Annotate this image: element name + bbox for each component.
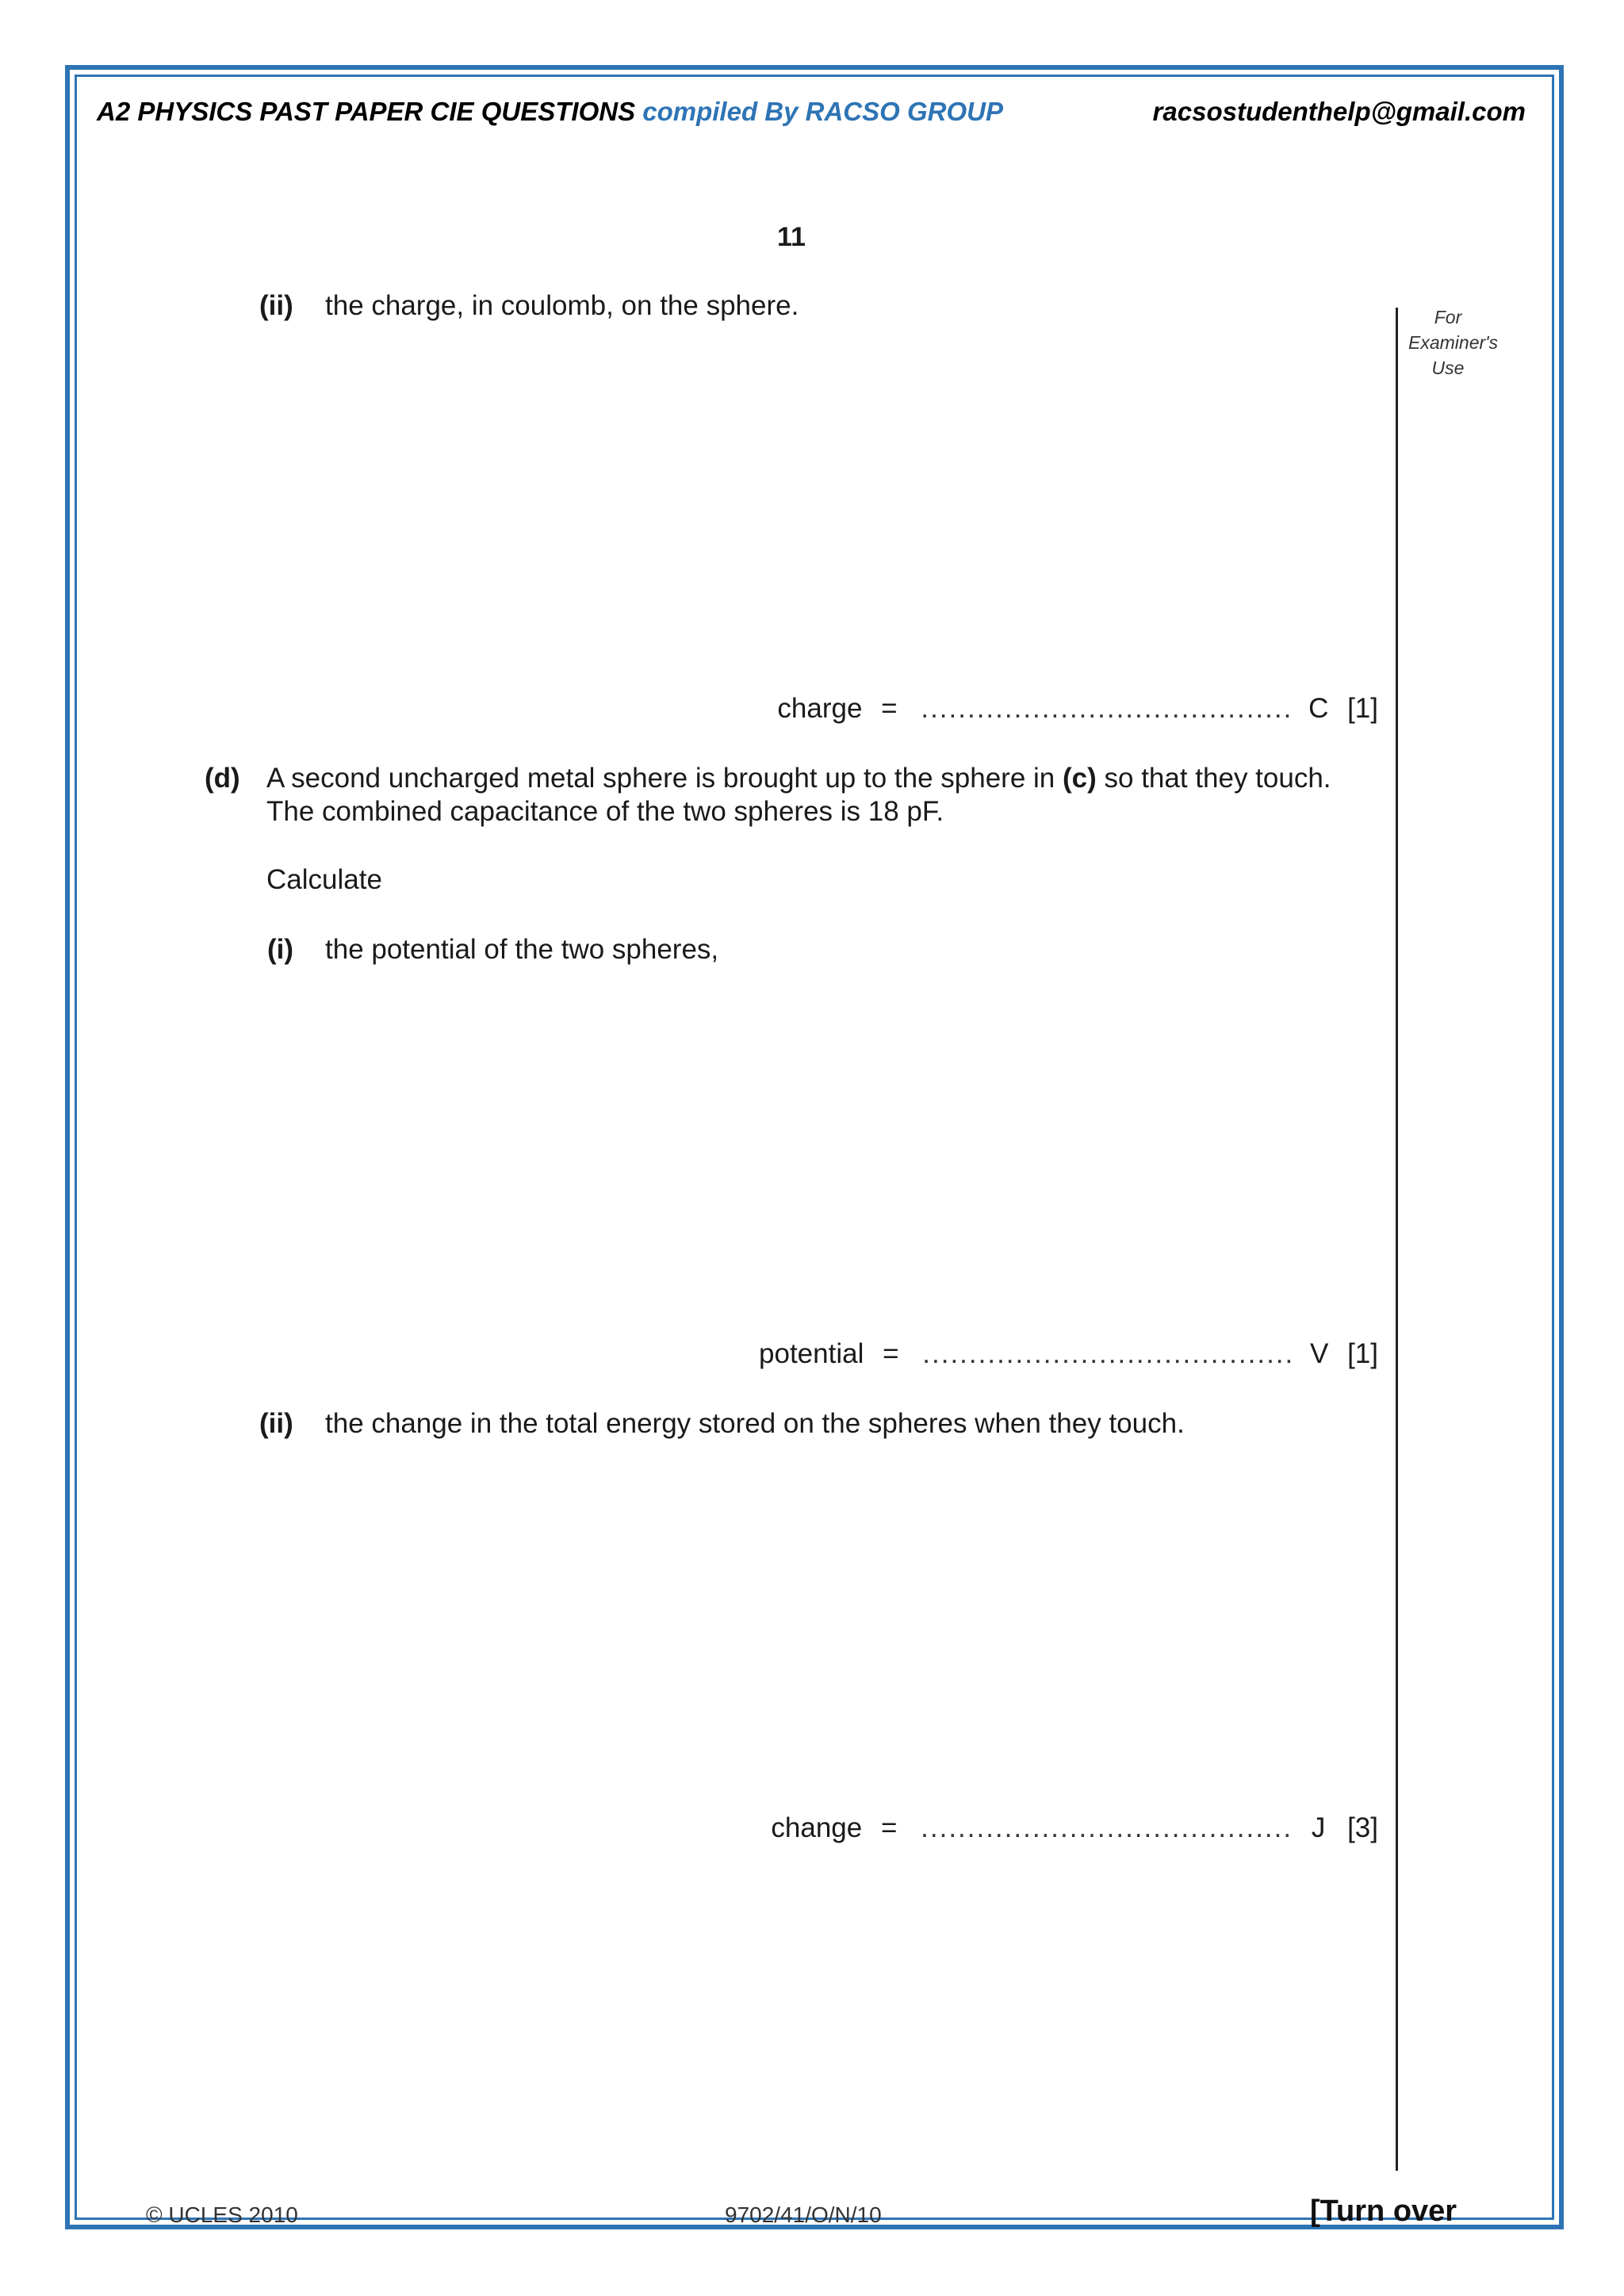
potential-equals: = [883,1338,899,1369]
potential-answer-field[interactable]: ........................................ [922,1338,1295,1369]
potential-unit: V [1309,1338,1329,1369]
part-d-i-label: (i) [267,934,294,965]
footer-turn-over: [Turn over [1310,2195,1457,2228]
part-d-line-1 [266,763,1331,794]
charge-marks: [1] [1347,693,1378,724]
examiner-line-1: For [1434,307,1462,327]
charge-answer-field[interactable]: ........................................ [921,693,1293,724]
charge-answer-line [777,693,1378,725]
charge-label: charge [777,693,863,724]
change-equals: = [880,1812,898,1843]
part-d-line-1-a: A second uncharged metal sphere is brought up to the sphere in [266,763,1063,794]
change-answer-line [771,1812,1378,1844]
part-d-ii-text: the change in the total energy stored on the spheres when they touch. [325,1408,1185,1439]
change-answer-field[interactable]: ........................................ [921,1812,1293,1843]
footer-copyright: © UCLES 2010 [146,2202,298,2227]
page-border-inner [75,75,1554,2220]
part-d-line-2: The combined capacitance of the two spheres is 18 pF. [266,796,944,827]
charge-equals: = [881,693,898,724]
footer-paper-code: 9702/41/O/N/10 [725,2202,882,2227]
part-d-line-1-c: so that they touch. [1096,763,1331,794]
part-d-ii-label: (ii) [259,1408,293,1439]
change-label: change [771,1812,863,1843]
potential-answer-line [759,1338,1378,1370]
header-title-prefix: A2 PHYSICS PAST PAPER CIE QUESTIONS [97,97,636,126]
examiner-line-2: Examiner's [1408,332,1499,353]
part-d-line-1-ref: (c) [1063,763,1097,794]
examiner-use-label [1408,304,1499,381]
charge-unit: C [1308,693,1329,724]
examiner-margin-line [1396,308,1398,2171]
part-d-instruction: Calculate [266,864,382,895]
potential-label: potential [759,1338,864,1369]
header-title-highlight: compiled By RACSO GROUP [642,97,1003,126]
header-title [97,97,1003,127]
page-number: 11 [777,222,806,252]
part-c-ii-text: the charge, in coulomb, on the sphere. [325,290,799,321]
header-email: racsostudenthelp@gmail.com [1152,97,1526,126]
part-d-i-text: the potential of the two spheres, [325,934,719,965]
potential-marks: [1] [1347,1338,1378,1369]
part-c-ii-label: (ii) [259,290,293,321]
change-unit: J [1311,1812,1326,1843]
part-d-label: (d) [205,763,240,794]
change-marks: [3] [1347,1812,1378,1843]
examiner-line-3: Use [1431,358,1465,378]
